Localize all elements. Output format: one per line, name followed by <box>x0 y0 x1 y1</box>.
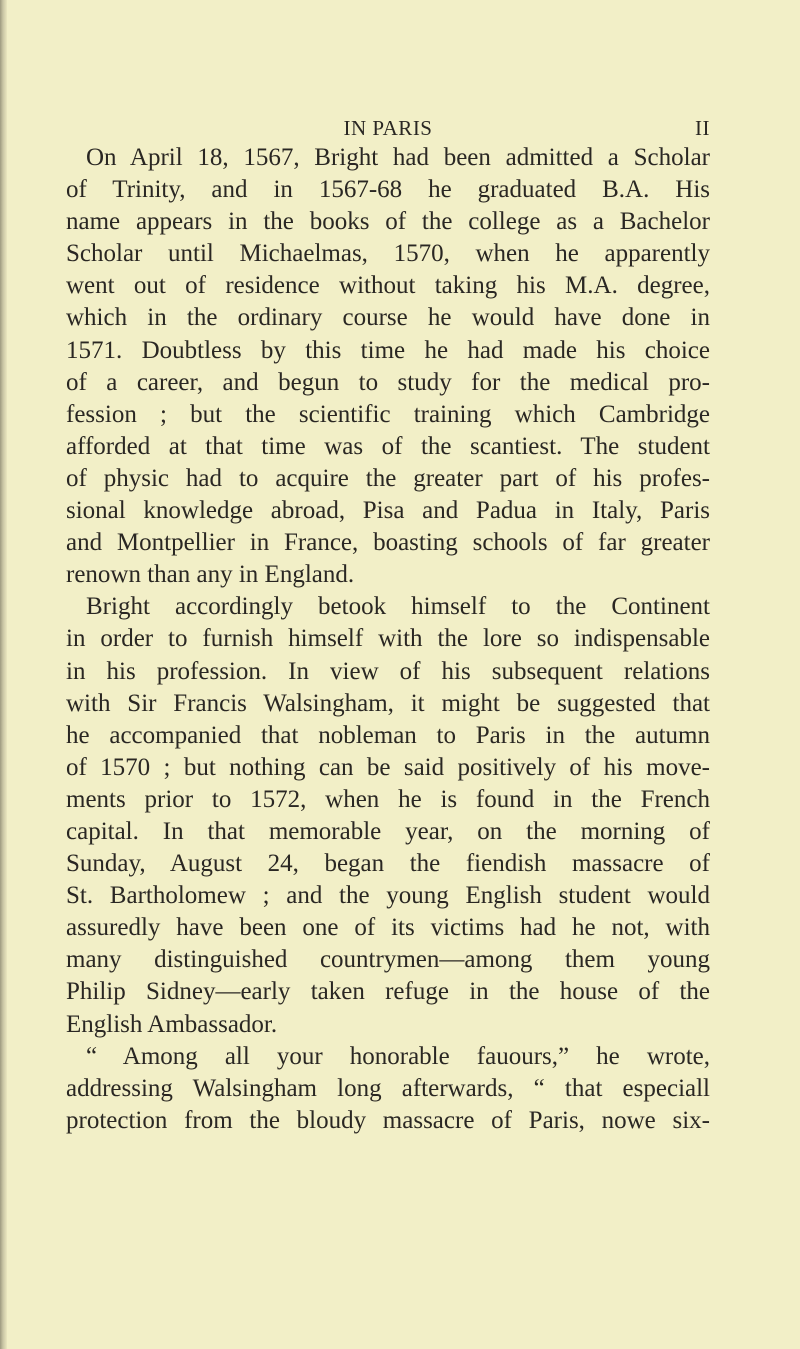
text-line: of physic had to acquire the greater part of his profes- <box>66 464 710 492</box>
text-line: renown than any in England. <box>66 561 355 589</box>
text-line: addressing Walsingham long afterwards, “ that especiall <box>66 1074 710 1102</box>
text-line: of 1570 ; but nothing can be said positively of his move- <box>66 753 710 781</box>
text-line: On April 18, 1567, Bright had been admitted a Scholar <box>86 144 710 171</box>
text-line: “ Among all your honorable fauours,” he wrote, <box>86 1042 710 1070</box>
text-line: Bright accordingly betook himself to the Continent <box>86 593 710 621</box>
text-line: of a career, and begun to study for the medical pro- <box>66 368 710 396</box>
text-line: Philip Sidney—early taken refuge in the house of the <box>66 978 710 1006</box>
text-line: capital. In that memorable year, on the morning of <box>66 817 710 845</box>
text-line: afforded at that time was of the scantiest. The student <box>66 432 710 460</box>
text-line: assuredly have been one of its victims had he not, with <box>66 914 710 942</box>
text-line: St. Bartholomew ; and the young English student would <box>66 882 710 910</box>
text-line: went out of residence without taking his M.A. degree, <box>66 272 710 300</box>
paragraph-3 <box>66 1041 710 1137</box>
text-line: Scholar until Michaelmas, 1570, when he apparently <box>66 240 710 268</box>
paragraph-1 <box>66 142 710 591</box>
running-head <box>66 116 710 142</box>
text-line: with Sir Francis Walsingham, it might be suggested that <box>66 689 710 717</box>
text-line: sional knowledge abroad, Pisa and Padua in Italy, Paris <box>66 497 710 525</box>
text-line: 1571. Doubtless by this time he had made his choice <box>66 336 710 364</box>
text-line: name appears in the books of the college as a Bachelor <box>66 208 710 236</box>
page-number: II <box>695 116 710 140</box>
running-head-title: IN PARIS <box>343 116 433 140</box>
text-line: English Ambassador. <box>66 1010 278 1038</box>
text-line: which in the ordinary course he would have done in <box>66 304 710 332</box>
text-line: many distinguished countrymen—among them young <box>66 946 710 974</box>
text-line: and Montpellier in France, boasting schools of far greater <box>66 529 710 557</box>
text-line: Sunday, August 24, began the fiendish massacre of <box>66 850 710 878</box>
text-line: protection from the bloudy massacre of Paris, nowe six- <box>66 1106 710 1134</box>
text-line: in his profession. In view of his subsequent relations <box>66 657 710 685</box>
text-line: he accompanied that nobleman to Paris in the autumn <box>66 721 710 749</box>
body-text <box>66 142 710 1137</box>
text-line: of Trinity, and in 1567-68 he graduated B.A. His <box>66 176 710 204</box>
text-line: fession ; but the scientific training which Cambridge <box>66 400 710 428</box>
text-line: in order to furnish himself with the lore so indispensable <box>66 625 710 653</box>
page-spine-shadow <box>0 0 7 1349</box>
text-line: ments prior to 1572, when he is found in the French <box>66 785 710 813</box>
paragraph-2 <box>66 591 710 1040</box>
